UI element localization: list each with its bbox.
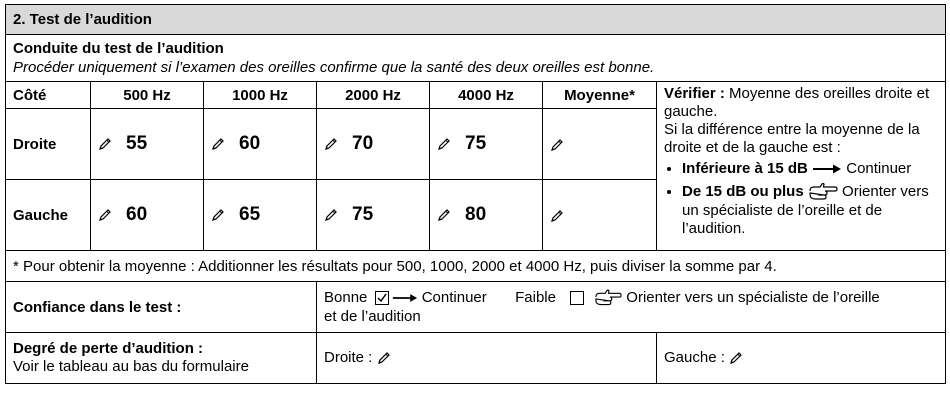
pencil-icon (98, 137, 112, 151)
pencil-icon (324, 137, 338, 151)
confidence-options (317, 282, 946, 333)
right-arrow-icon (812, 163, 842, 175)
verify-bullet-more (682, 182, 938, 238)
verify-list (664, 160, 938, 238)
right-1000-value: 60 (239, 133, 261, 154)
left-1000-value: 65 (239, 204, 261, 225)
column-header-4000: 4000 Hz (430, 82, 543, 109)
right-arrow-icon (392, 292, 418, 304)
loss-right-cell[interactable] (317, 333, 657, 384)
bullet-less-text: Continuer (842, 160, 912, 177)
loss-label: Degré de perte d’audition : (13, 340, 204, 357)
weak-checkbox[interactable] (570, 291, 584, 305)
good-checkbox[interactable] (375, 291, 389, 305)
conduct-subtitle: Procéder uniquement si l’examen des oreilles confirme que la santé des deux oreilles est bonne. (13, 59, 655, 76)
pencil-icon (324, 208, 338, 222)
row-label-right: Droite (6, 109, 91, 180)
pencil-icon (550, 138, 564, 152)
footnote: * Pour obtenir la moyenne : Additionner les résultats pour 500, 1000, 2000 et 4000 Hz, puis diviser la somme par 4. (6, 251, 946, 282)
column-header-1000: 1000 Hz (204, 82, 317, 109)
verify-text-1: Moyenne des oreilles droite et gauche. (664, 85, 930, 120)
pencil-icon (98, 208, 112, 222)
column-header-2000: 2000 Hz (317, 82, 430, 109)
confidence-weak-label: Faible (515, 288, 556, 306)
value-cell[interactable] (204, 180, 317, 251)
value-cell[interactable] (317, 109, 430, 180)
loss-label-cell (6, 333, 317, 384)
conduct-title: Conduite du test de l’audition (13, 40, 224, 57)
pointing-hand-icon (594, 288, 622, 308)
pointing-hand-icon (808, 182, 838, 202)
hearing-test-form (5, 4, 945, 408)
bullet-more-text: Orienter vers un spécialiste de l’oreille et de l’audition. (682, 182, 929, 237)
left-500-value: 60 (126, 204, 148, 225)
verify-instructions (657, 82, 946, 251)
section-header: 2. Test de l’audition (6, 5, 946, 35)
loss-left-cell[interactable] (657, 333, 946, 384)
pencil-icon (211, 137, 225, 151)
verify-label: Vérifier : (664, 85, 725, 102)
hearing-test-table (5, 4, 946, 384)
pencil-icon (729, 351, 743, 365)
left-average-cell[interactable] (543, 180, 657, 251)
value-cell[interactable] (430, 109, 543, 180)
bullet-less-bold: Inférieure à 15 dB (682, 160, 808, 177)
row-label-left: Gauche (6, 180, 91, 251)
right-average-cell[interactable] (543, 109, 657, 180)
value-cell[interactable] (91, 109, 204, 180)
left-2000-value: 75 (352, 204, 374, 225)
average-label: Moyenne* (564, 86, 635, 104)
pencil-icon (377, 351, 391, 365)
pencil-icon (211, 208, 225, 222)
column-header-average (543, 82, 657, 109)
confidence-refer-1: Orienter vers un spécialiste de l’oreille (622, 288, 880, 306)
conduct-section (6, 35, 946, 82)
right-4000-value: 75 (465, 133, 487, 154)
confidence-good-label: Bonne (324, 288, 368, 306)
pencil-icon (437, 208, 451, 222)
checkmark-icon (376, 292, 388, 304)
pencil-icon (550, 209, 564, 223)
value-cell[interactable] (430, 180, 543, 251)
loss-left-label: Gauche : (664, 349, 725, 366)
verify-text-2: Si la différence entre la moyenne de la droite et de la gauche est : (664, 121, 920, 156)
value-cell[interactable] (317, 180, 430, 251)
value-cell[interactable] (204, 109, 317, 180)
left-4000-value: 80 (465, 204, 487, 225)
pencil-icon (437, 137, 451, 151)
verify-bullet-less (682, 160, 938, 178)
column-header-side: Côté (6, 82, 91, 109)
loss-right-label: Droite : (324, 349, 373, 366)
confidence-continue: Continuer (417, 288, 487, 306)
right-500-value: 55 (126, 133, 148, 154)
right-2000-value: 70 (352, 133, 374, 154)
value-cell[interactable] (91, 180, 204, 251)
confidence-refer-2: et de l’audition (324, 308, 421, 325)
confidence-label: Confiance dans le test : (6, 282, 317, 333)
loss-sub: Voir le tableau au bas du formulaire (13, 358, 249, 375)
column-header-500: 500 Hz (91, 82, 204, 109)
bullet-more-bold: De 15 dB ou plus (682, 182, 804, 200)
